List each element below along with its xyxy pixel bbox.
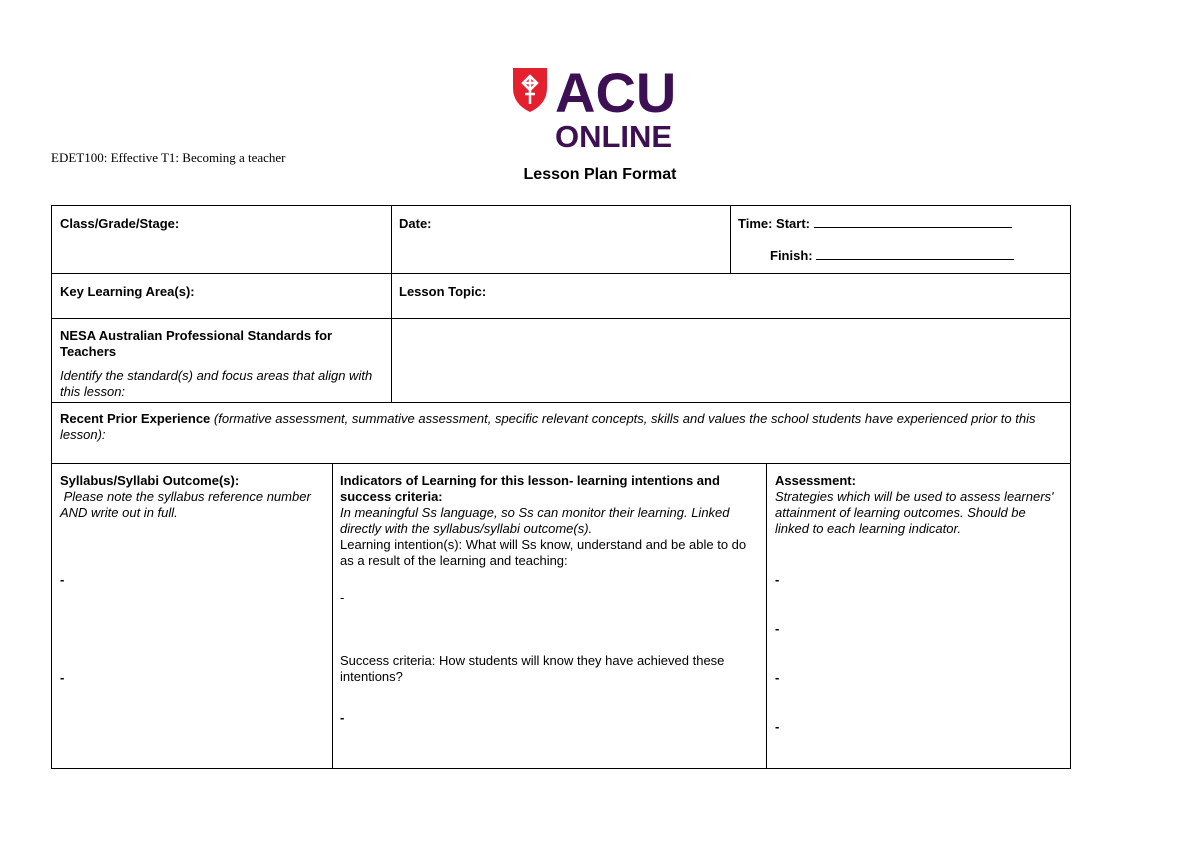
- indicators-hint: In meaningful Ss language, so Ss can monitor their learning. Linked directly with the syllabus/syllabi outcome(s).: [340, 505, 730, 536]
- success-criteria-text: Success criteria: How students will know they have achieved these intentions?: [340, 653, 725, 684]
- row-divider: [51, 463, 1071, 464]
- assessment-hint: Strategies which will be used to assess learners' attainment of learning outcomes. Should be linked to each learning indicator.: [775, 489, 1054, 536]
- time-finish-label: Finish:: [770, 248, 813, 263]
- intentions-bullet: -: [340, 590, 345, 605]
- prior-experience-label: Recent Prior Experience: [60, 411, 211, 426]
- prior-experience-hint: (formative assessment, summative assessment, specific relevant concepts, skills and values the school students have experienced prior to this lesson):: [60, 411, 1036, 442]
- assessment-bullet: -: [775, 719, 780, 734]
- time-start-label: Time: Start:: [738, 216, 810, 231]
- logo-acu-text: ACU: [555, 64, 677, 124]
- acu-shield-icon: [511, 64, 686, 150]
- assessment-bullet: -: [775, 572, 780, 587]
- acu-online-logo: [511, 64, 686, 150]
- column-divider: [391, 205, 392, 402]
- time-start-field[interactable]: [738, 216, 1058, 232]
- column-divider: [332, 463, 333, 769]
- syllabus-outcomes-cell: [60, 473, 322, 521]
- logo-online-text: ONLINE: [555, 119, 673, 150]
- time-finish-field[interactable]: [770, 248, 1060, 264]
- date-label: Date:: [399, 216, 432, 231]
- column-divider: [766, 463, 767, 769]
- time-start-line[interactable]: [814, 226, 1012, 228]
- nesa-standards-cell: [60, 328, 380, 400]
- row-divider: [51, 273, 1071, 274]
- assessment-bullet: -: [775, 621, 780, 636]
- syllabus-outcomes-hint: Please note the syllabus reference number AND write out in full.: [60, 489, 314, 520]
- indicators-cell: [340, 473, 760, 569]
- assessment-label: Assessment:: [775, 473, 856, 488]
- lesson-topic-label: Lesson Topic:: [399, 284, 487, 299]
- nesa-standards-hint: Identify the standard(s) and focus areas that align with this lesson:: [60, 368, 373, 399]
- key-learning-area-label: Key Learning Area(s):: [60, 284, 195, 299]
- class-grade-stage-label: Class/Grade/Stage:: [60, 216, 180, 231]
- column-divider: [730, 205, 731, 273]
- syllabus-outcomes-label: Syllabus/Syllabi Outcome(s):: [60, 473, 240, 488]
- learning-intentions-text: Learning intention(s): What will Ss know, understand and be able to do as a result of the learning and teaching:: [340, 537, 747, 568]
- success-bullet: -: [340, 710, 345, 725]
- row-divider: [51, 318, 1071, 319]
- course-name: EDET100: Effective T1: Becoming a teacher: [51, 150, 286, 165]
- row-divider: [51, 402, 1071, 403]
- syllabus-bullet: -: [60, 572, 65, 587]
- page-title: Lesson Plan Format: [523, 166, 677, 183]
- assessment-cell: [775, 473, 1060, 537]
- assessment-bullet: -: [775, 670, 780, 685]
- indicators-label: Indicators of Learning for this lesson- learning intentions and success criteria:: [340, 473, 720, 504]
- prior-experience-cell: [60, 411, 1060, 443]
- syllabus-bullet: -: [60, 670, 65, 685]
- time-finish-line[interactable]: [816, 258, 1014, 260]
- nesa-standards-label: NESA Australian Professional Standards for Teachers: [60, 328, 333, 359]
